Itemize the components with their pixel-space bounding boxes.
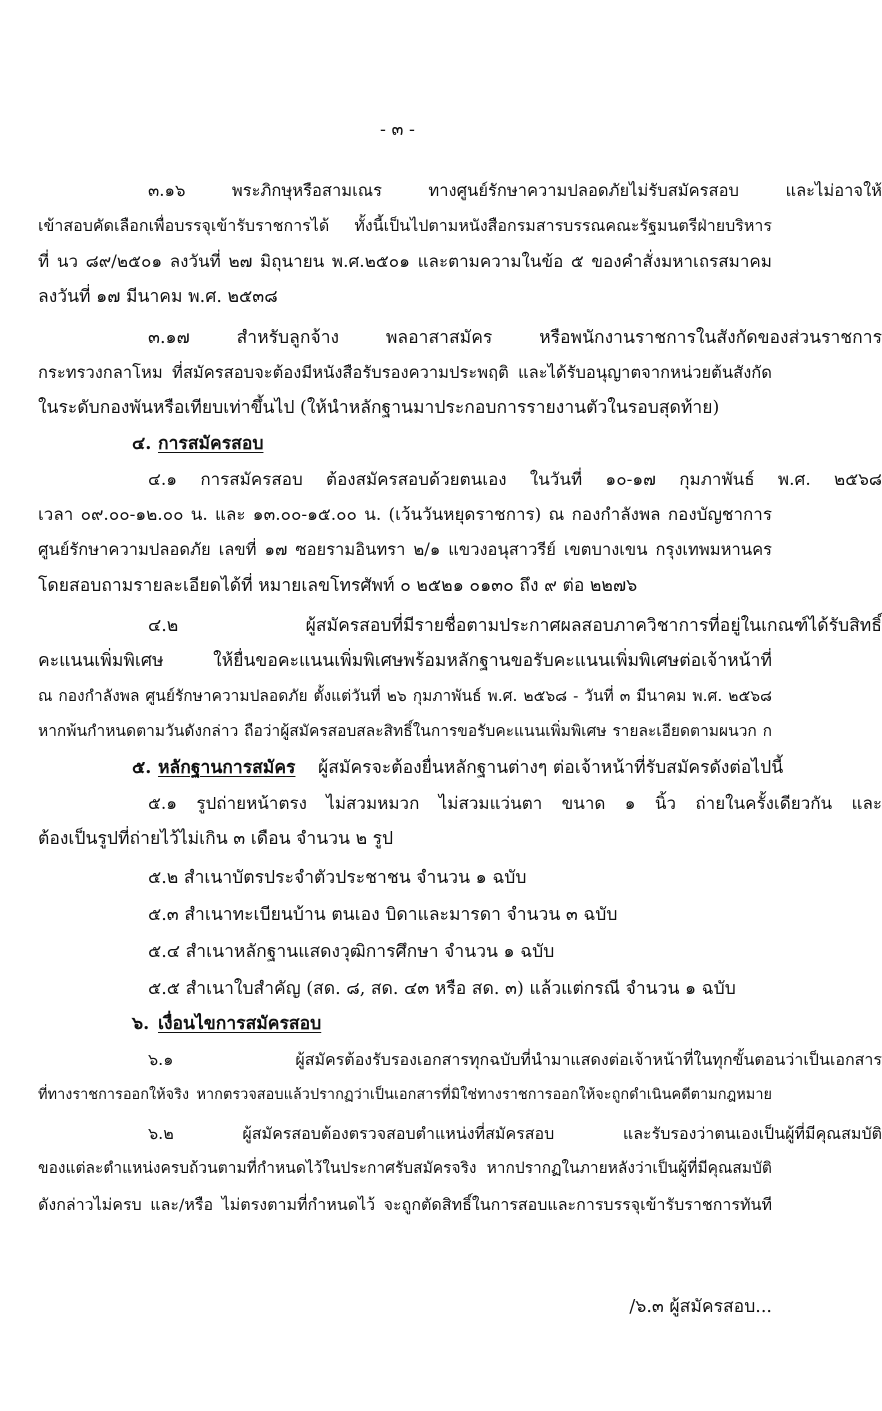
paragraph-line: ๓.๑๗ สำหรับลูกจ้าง พลอาสาสมัคร หรือพนักงานราชการในสังกัดของส่วนราชการ bbox=[148, 328, 882, 348]
list-item: ๕.๓ สำเนาทะเบียนบ้าน ตนเอง บิดาและมารดา จำนวน ๓ ฉบับ bbox=[148, 905, 618, 925]
paragraph-line: ในระดับกองพันหรือเทียบเท่าขึ้นไป (ให้นำหลักฐานมาประกอบการรายงานตัวในรอบสุดท้าย) bbox=[38, 398, 720, 418]
section-number: ๖. bbox=[132, 1014, 150, 1034]
list-item: ๕.๒ สำเนาบัตรประจำตัวประชาชน จำนวน ๑ ฉบับ bbox=[148, 868, 527, 888]
section-heading: การสมัครสอบ bbox=[158, 434, 264, 454]
paragraph-line: โดยสอบถามรายละเอียดได้ที่ หมายเลขโทรศัพท์ ๐ ๒๕๒๑ ๐๑๓๐ ถึง ๙ ต่อ ๒๒๗๖ bbox=[38, 576, 638, 596]
paragraph-line: ของแต่ละตำแหน่งครบถ้วนตามที่กำหนดไว้ในประกาศรับสมัครจริง หากปรากฏในภายหลังว่าเป็นผู้ที่มีคุณสมบัติ bbox=[38, 1159, 772, 1177]
section-heading: เงื่อนไขการสมัครสอบ bbox=[158, 1014, 322, 1034]
list-item: ๕.๕ สำเนาใบสำคัญ (สด. ๘, สด. ๔๓ หรือ สด. ๓) แล้วแต่กรณี จำนวน ๑ ฉบับ bbox=[148, 979, 736, 999]
paragraph-line: ๓.๑๖ พระภิกษุหรือสามเณร ทางศูนย์รักษาความปลอดภัยไม่รับสมัครสอบ และไม่อาจให้ bbox=[148, 181, 882, 200]
paragraph-line: ที่ทางราชการออกให้จริง หากตรวจสอบแล้วปรากฏว่าเป็นเอกสารที่มิใช่ทางราชการออกให้จะถูกดำเนินคดีตามกฎหมาย bbox=[38, 1087, 772, 1103]
paragraph-line: คะแนนเพิ่มพิเศษ ให้ยื่นขอคะแนนเพิ่มพิเศษพร้อมหลักฐานขอรับคะแนนเพิ่มพิเศษต่อเจ้าหน้าที่ bbox=[38, 651, 772, 671]
paragraph-line: ณ กองกำลังพล ศูนย์รักษาความปลอดภัย ตั้งแต่วันที่ ๒๖ กุมภาพันธ์ พ.ศ. ๒๕๖๘ - วันที่ ๓ มีนาคม พ.ศ. ๒๕๖๘ bbox=[38, 687, 772, 705]
page-number: - ๓ - bbox=[380, 120, 415, 140]
paragraph-line: ๔.๑ การสมัครสอบ ต้องสมัครสอบด้วยตนเอง ในวันที่ ๑๐-๑๗ กุมภาพันธ์ พ.ศ. ๒๕๖๘ bbox=[148, 470, 882, 490]
paragraph-line: ต้องเป็นรูปที่ถ่ายไว้ไม่เกิน ๓ เดือน จำนวน ๒ รูป bbox=[38, 829, 394, 849]
paragraph-line: เวลา ๐๙.๐๐-๑๒.๐๐ น. และ ๑๓.๐๐-๑๕.๐๐ น. (เว้นวันหยุดราชการ) ณ กองกำลังพล กองบัญชาการ bbox=[38, 505, 772, 525]
paragraph-line: ๖.๑ ผู้สมัครต้องรับรองเอกสารทุกฉบับที่นำมาแสดงต่อเจ้าหน้าที่ในทุกขั้นตอนว่าเป็นเอกสาร bbox=[148, 1050, 882, 1069]
paragraph-line: หากพ้นกำหนดตามวันดังกล่าว ถือว่าผู้สมัครสอบสละสิทธิ์ในการขอรับคะแนนเพิ่มพิเศษ รายละเอียดตามผนวก ก bbox=[38, 722, 772, 740]
section-number: ๔. bbox=[132, 434, 152, 454]
paragraph-line: ศูนย์รักษาความปลอดภัย เลขที่ ๑๗ ซอยรามอินทรา ๒/๑ แขวงอนุสาวรีย์ เขตบางเขน กรุงเทพมหานคร bbox=[38, 540, 772, 559]
section-number: ๕. bbox=[132, 758, 152, 778]
paragraph-line: ๔.๒ ผู้สมัครสอบที่มีรายชื่อตามประกาศผลสอบภาควิชาการที่อยู่ในเกณฑ์ได้รับสิทธิ์ bbox=[148, 616, 882, 636]
paragraph-line: กระทรวงกลาโหม ที่สมัครสอบจะต้องมีหนังสือรับรองความประพฤติ และได้รับอนุญาตจากหน่วยต้นสังกัด bbox=[38, 363, 772, 382]
paragraph-line: ดังกล่าวไม่ครบ และ/หรือ ไม่ตรงตามที่กำหนดไว้ จะถูกตัดสิทธิ์ในการสอบและการบรรจุเข้ารับราชการทันที bbox=[38, 1195, 772, 1214]
paragraph-line: ลงวันที่ ๑๗ มีนาคม พ.ศ. ๒๕๓๘ bbox=[38, 287, 278, 307]
list-item: ๕.๔ สำเนาหลักฐานแสดงวุฒิการศึกษา จำนวน ๑ ฉบับ bbox=[148, 942, 555, 962]
paragraph-line: ที่ นว ๘๙/๒๕๐๑ ลงวันที่ ๒๗ มิถุนายน พ.ศ.๒๕๐๑ และตามความในข้อ ๕ ของคำสั่งมหาเถรสมาคม bbox=[38, 252, 772, 272]
section-heading: หลักฐานการสมัคร bbox=[158, 758, 296, 778]
paragraph-line: ๖.๒ ผู้สมัครสอบต้องตรวจสอบตำแหน่งที่สมัครสอบ และรับรองว่าตนเองเป็นผู้ที่มีคุณสมบัติ bbox=[148, 1124, 882, 1143]
continuation-note: /๖.๓ ผู้สมัครสอบ... bbox=[629, 1297, 772, 1317]
paragraph-line: เข้าสอบคัดเลือกเพื่อบรรจุเข้ารับราชการได้ ทั้งนี้เป็นไปตามหนังสือกรมสารบรรณคณะรัฐมนตรีฝ่ายบริหาร bbox=[38, 216, 772, 235]
paragraph-line: ๕.๑ รูปถ่ายหน้าตรง ไม่สวมหมวก ไม่สวมแว่นตา ขนาด ๑ นิ้ว ถ่ายในครั้งเดียวกัน และ bbox=[148, 794, 882, 814]
paragraph-line: ผู้สมัครจะต้องยื่นหลักฐานต่างๆ ต่อเจ้าหน้าที่รับสมัครดังต่อไปนี้ bbox=[318, 758, 784, 778]
